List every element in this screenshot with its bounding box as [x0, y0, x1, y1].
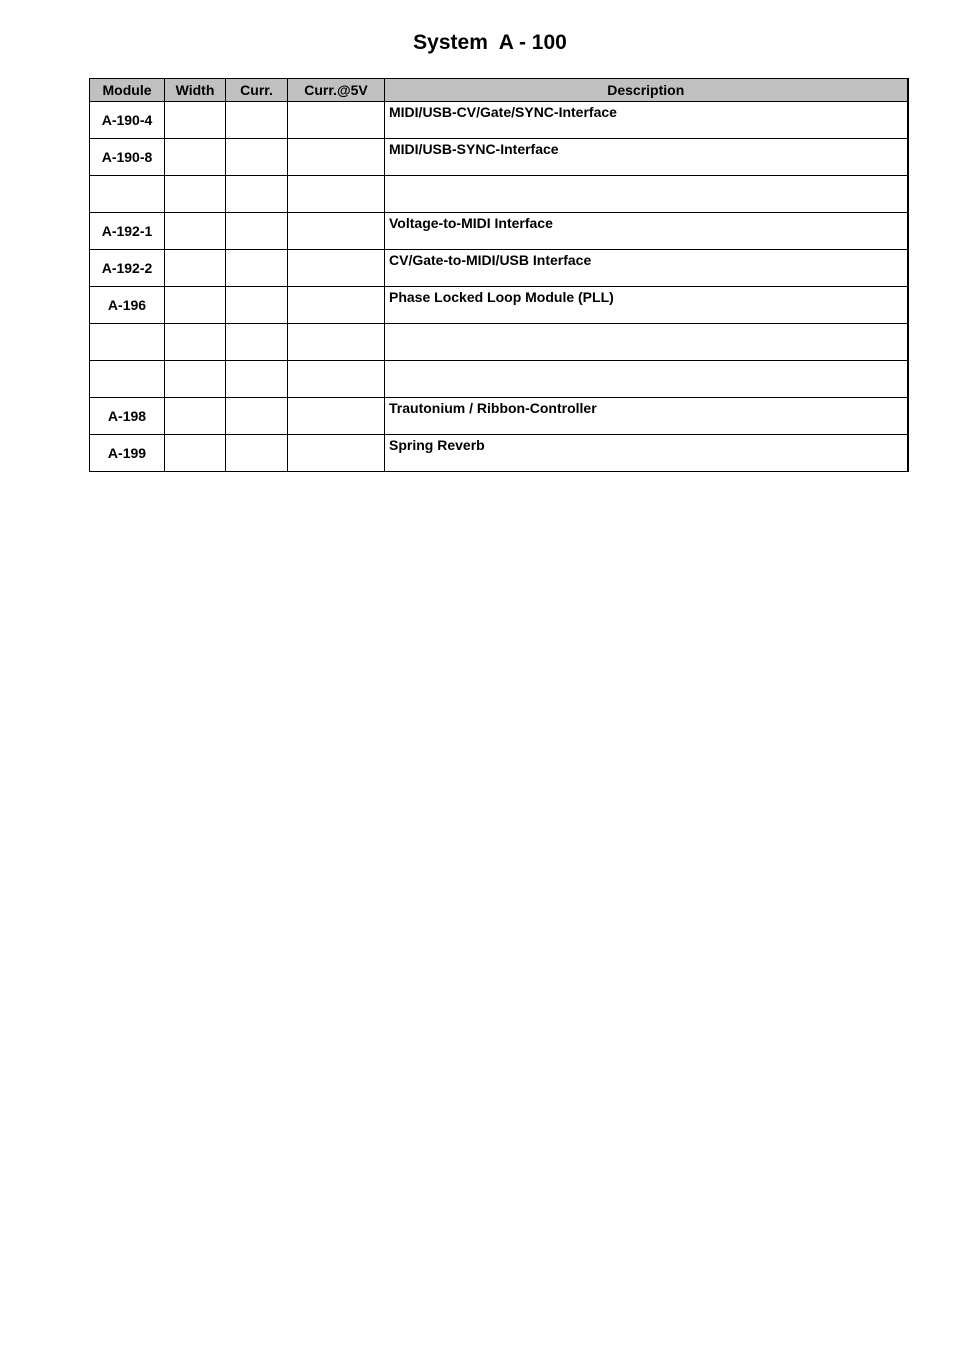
current-5v-cell — [288, 435, 385, 472]
current-5v-cell — [288, 324, 385, 361]
current-5v-cell — [288, 102, 385, 139]
module-cell — [90, 324, 165, 361]
module-cell: A-190-8 — [90, 139, 165, 176]
module-table — [89, 78, 909, 472]
width-cell — [165, 287, 226, 324]
module-cell — [90, 361, 165, 398]
table-row — [90, 102, 908, 139]
table-row — [90, 176, 908, 213]
current-cell — [226, 324, 288, 361]
current-5v-cell — [288, 250, 385, 287]
width-cell — [165, 213, 226, 250]
module-cell: A-199 — [90, 435, 165, 472]
current-cell — [226, 435, 288, 472]
current-5v-cell — [288, 398, 385, 435]
module-cell — [90, 176, 165, 213]
module-cell: A-190-4 — [90, 102, 165, 139]
current-cell — [226, 139, 288, 176]
current-5v-cell — [288, 176, 385, 213]
column-header-module: Module — [90, 79, 165, 102]
page-title: System A - 100 — [413, 31, 567, 54]
description-cell: MIDI/USB-SYNC-Interface — [385, 139, 908, 176]
table-row — [90, 435, 908, 472]
description-cell: Phase Locked Loop Module (PLL) — [385, 287, 908, 324]
current-cell — [226, 287, 288, 324]
module-cell: A-192-2 — [90, 250, 165, 287]
description-cell: CV/Gate-to-MIDI/USB Interface — [385, 250, 908, 287]
current-cell — [226, 102, 288, 139]
current-5v-cell — [288, 213, 385, 250]
width-cell — [165, 139, 226, 176]
width-cell — [165, 398, 226, 435]
table-row — [90, 361, 908, 398]
description-cell — [385, 324, 908, 361]
current-cell — [226, 176, 288, 213]
width-cell — [165, 250, 226, 287]
table-row — [90, 213, 908, 250]
column-header-width: Width — [165, 79, 226, 102]
current-5v-cell — [288, 287, 385, 324]
module-cell: A-196 — [90, 287, 165, 324]
table-header-row — [90, 79, 908, 102]
table-row — [90, 398, 908, 435]
current-5v-cell — [288, 139, 385, 176]
description-cell: Spring Reverb — [385, 435, 908, 472]
width-cell — [165, 324, 226, 361]
description-cell: Voltage-to-MIDI Interface — [385, 213, 908, 250]
description-cell — [385, 361, 908, 398]
table-row — [90, 324, 908, 361]
width-cell — [165, 361, 226, 398]
width-cell — [165, 102, 226, 139]
description-cell — [385, 176, 908, 213]
table-row — [90, 139, 908, 176]
table-row — [90, 287, 908, 324]
column-header-current-5v: Curr.@5V — [288, 79, 385, 102]
column-header-current: Curr. — [226, 79, 288, 102]
column-header-description: Description — [385, 79, 908, 102]
current-cell — [226, 398, 288, 435]
module-cell: A-192-1 — [90, 213, 165, 250]
width-cell — [165, 176, 226, 213]
current-cell — [226, 250, 288, 287]
current-cell — [226, 213, 288, 250]
current-cell — [226, 361, 288, 398]
description-cell: Trautonium / Ribbon-Controller — [385, 398, 908, 435]
description-cell: MIDI/USB-CV/Gate/SYNC-Interface — [385, 102, 908, 139]
table-row — [90, 250, 908, 287]
module-cell: A-198 — [90, 398, 165, 435]
current-5v-cell — [288, 361, 385, 398]
width-cell — [165, 435, 226, 472]
